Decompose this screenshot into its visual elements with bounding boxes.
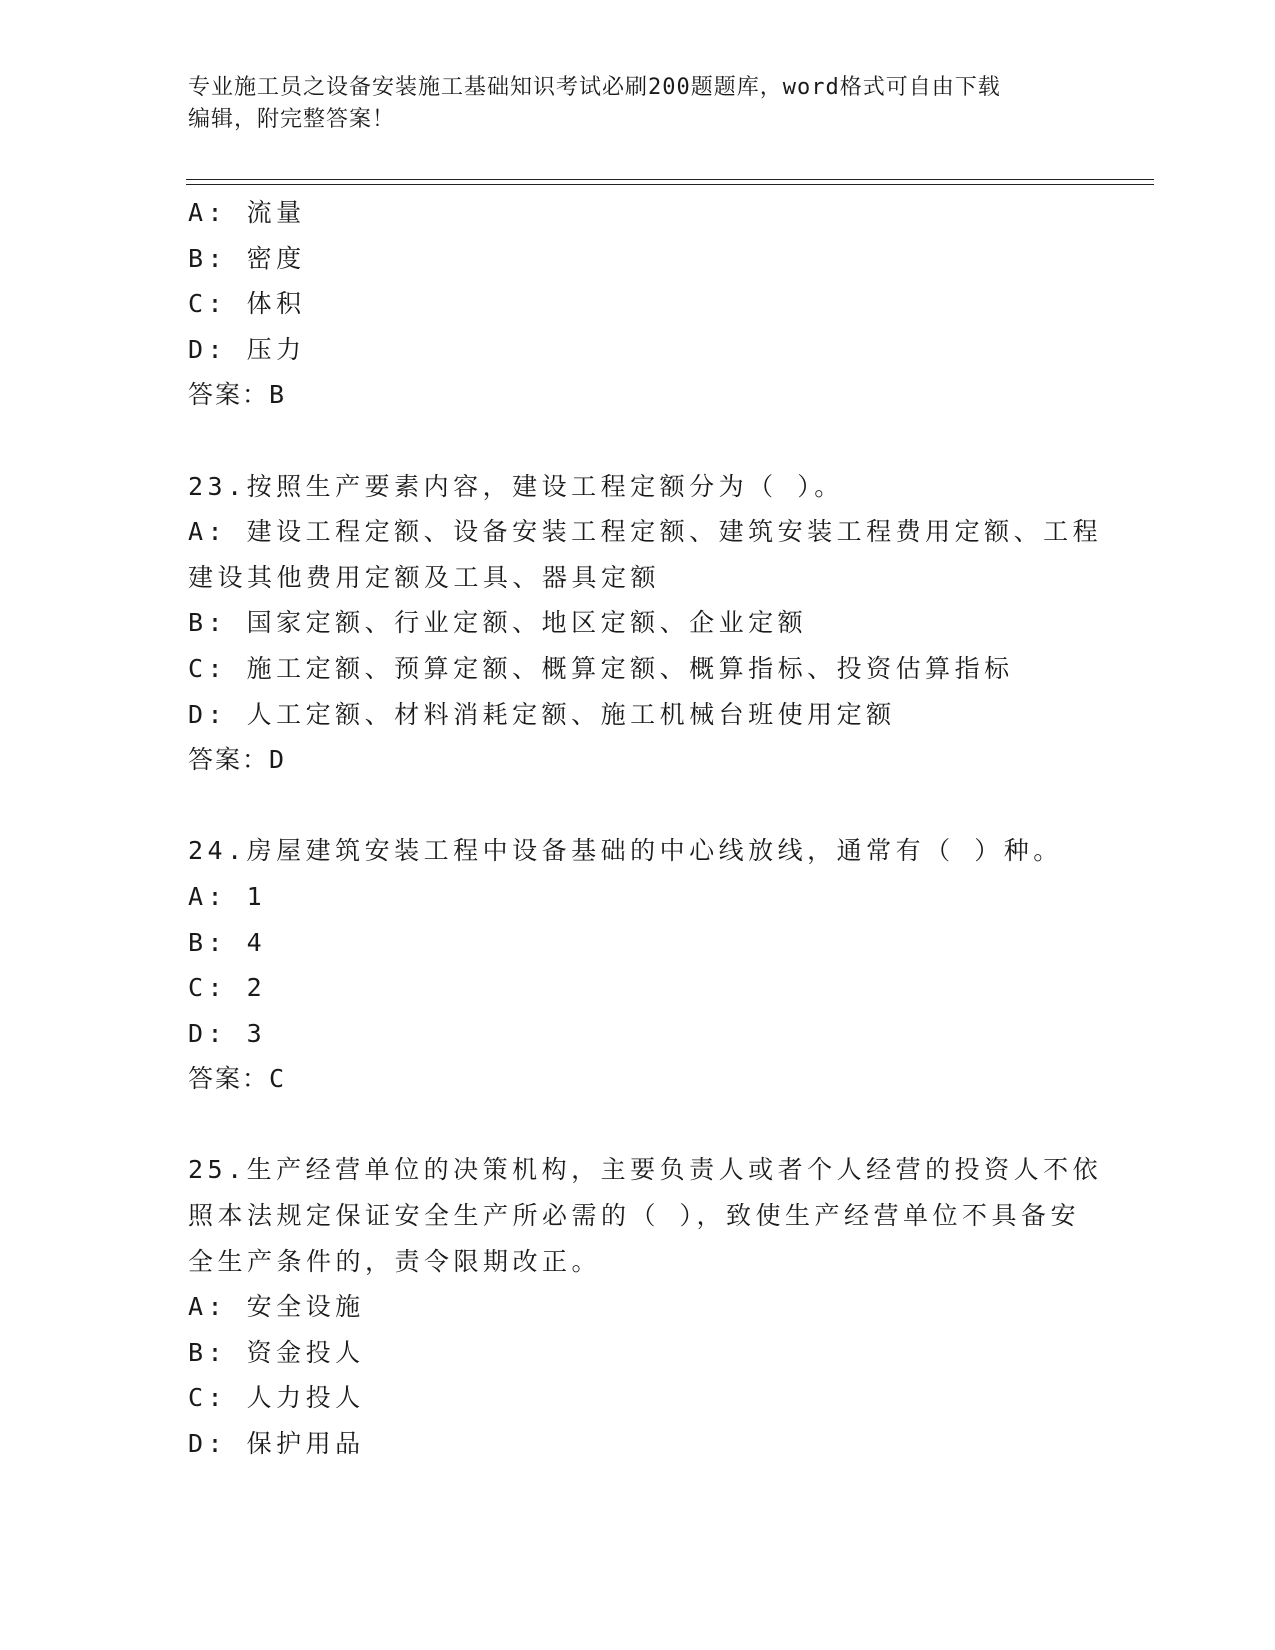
question-23 xyxy=(188,464,1103,783)
header-rule-top xyxy=(186,179,1154,180)
option-a: A: 安全设施 xyxy=(188,1292,365,1322)
question-24 xyxy=(188,828,1088,1102)
option-c: C: 施工定额、预算定额、概算定额、概算指标、投资估算指标 xyxy=(188,653,1014,683)
header-line-2: 编辑，附完整答案！ xyxy=(188,107,396,132)
spacer xyxy=(188,783,1088,829)
header-rule-bottom xyxy=(186,184,1154,185)
option-c: C: 体积 xyxy=(188,289,306,319)
answer: 答案：D xyxy=(188,745,287,775)
option-d: D: 保护用品 xyxy=(188,1429,365,1459)
option-b: B: 国家定额、行业定额、地区定额、企业定额 xyxy=(188,608,808,638)
option-a: A: 建设工程定额、设备安装工程定额、建筑安装工程费用定额、工程 xyxy=(188,517,1103,547)
answer: 答案：B xyxy=(188,380,287,410)
option-d: D: 人工定额、材料消耗定额、施工机械台班使用定额 xyxy=(188,699,896,729)
question-list xyxy=(188,190,1103,1467)
question-stem-continued: 照本法规定保证安全生产所必需的（ ），致使生产经营单位不具备安 xyxy=(188,1201,1081,1231)
question-stem-continued: 全生产条件的，责令限期改正。 xyxy=(188,1246,602,1276)
option-c: C: 人力投人 xyxy=(188,1383,365,1413)
document-header xyxy=(188,72,1088,136)
question-stem: 25.生产经营单位的决策机构，主要负责人或者个人经营的投资人不依 xyxy=(188,1155,1103,1185)
option-b: B: 密度 xyxy=(188,243,306,273)
question-22-continued xyxy=(188,190,1088,418)
option-d: D: 压力 xyxy=(188,334,306,364)
question-stem: 23.按照生产要素内容，建设工程定额分为（ ）。 xyxy=(188,471,844,501)
spacer xyxy=(188,1102,1088,1148)
option-a: A: 1 xyxy=(188,881,267,911)
question-stem: 24.房屋建筑安装工程中设备基础的中心线放线，通常有（ ）种。 xyxy=(188,836,1063,866)
question-25 xyxy=(188,1147,1103,1466)
header-line-1: 专业施工员之设备安装施工基础知识考试必刷200题题库，word格式可自由下载 xyxy=(188,75,1001,100)
option-c: C: 2 xyxy=(188,973,267,1003)
answer: 答案：C xyxy=(188,1064,287,1094)
option-d: D: 3 xyxy=(188,1018,267,1048)
spacer xyxy=(188,418,1088,464)
option-b: B: 资金投人 xyxy=(188,1337,365,1367)
option-b: B: 4 xyxy=(188,927,267,957)
option-a-continued: 建设其他费用定额及工具、器具定额 xyxy=(188,562,661,592)
option-a: A: 流量 xyxy=(188,198,306,227)
